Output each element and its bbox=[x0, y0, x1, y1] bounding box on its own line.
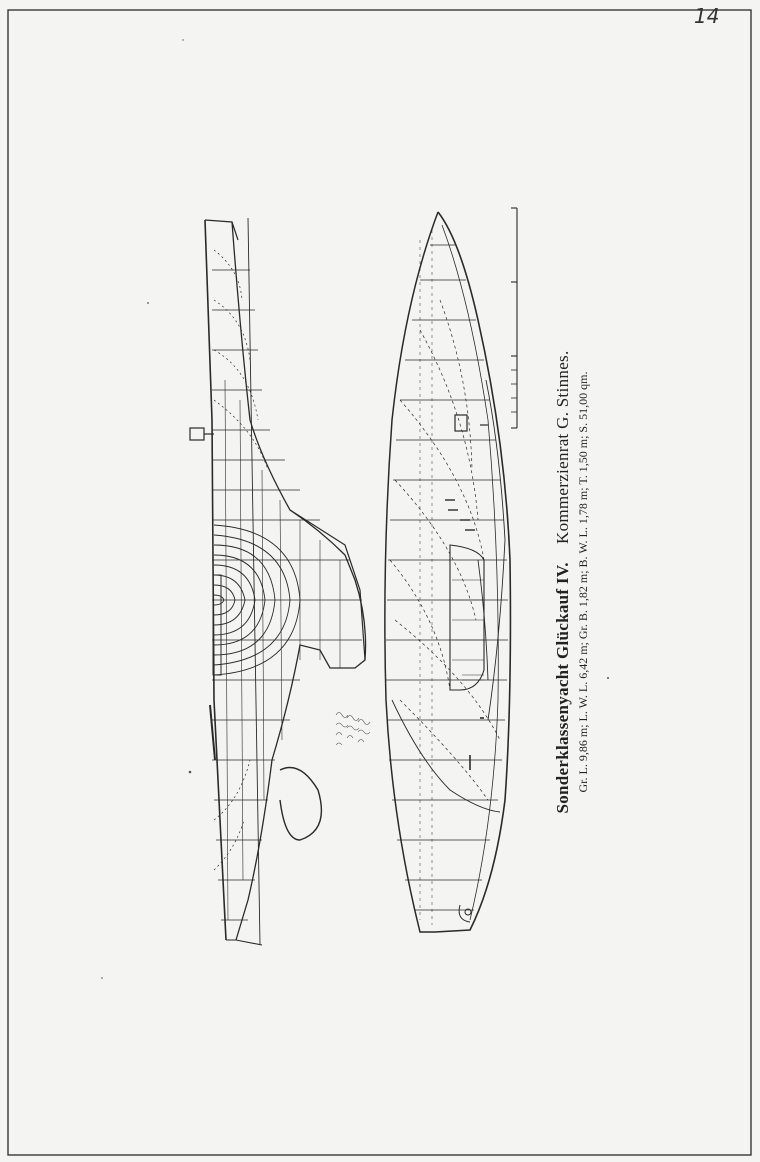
mast-stub bbox=[190, 428, 204, 440]
half-breadth-plan bbox=[385, 212, 511, 932]
hull-profile bbox=[232, 222, 366, 940]
waterline-curves bbox=[390, 300, 500, 800]
mast-partner bbox=[455, 415, 467, 431]
scan-specks bbox=[101, 39, 609, 979]
keel-fin bbox=[290, 510, 365, 660]
caption-title bbox=[552, 232, 574, 932]
diagonals bbox=[392, 380, 505, 812]
scale-bar bbox=[511, 208, 517, 428]
page-border bbox=[8, 10, 751, 1155]
handwritten-note bbox=[336, 713, 370, 746]
stern bbox=[226, 940, 262, 945]
rudder bbox=[280, 768, 321, 841]
page-number: 14 bbox=[694, 4, 720, 28]
sheer-plan bbox=[190, 218, 366, 945]
section-lines bbox=[212, 270, 362, 920]
waterline bbox=[248, 218, 260, 945]
owner-name: Kommerzienrat G. Stinnes. bbox=[553, 350, 572, 544]
sheer-line bbox=[205, 220, 226, 940]
caption-rotated bbox=[552, 232, 592, 932]
yacht-name: Sonderklassenyacht Glückauf IV. bbox=[553, 562, 572, 814]
caption-dimensions: Gr. L. 9,86 m; L. W. L. 6,42 m; Gr. B. 1,82 m; B. W. L. 1,78 m; T. 1,50 m; S. 51,00 qm. bbox=[576, 371, 590, 793]
